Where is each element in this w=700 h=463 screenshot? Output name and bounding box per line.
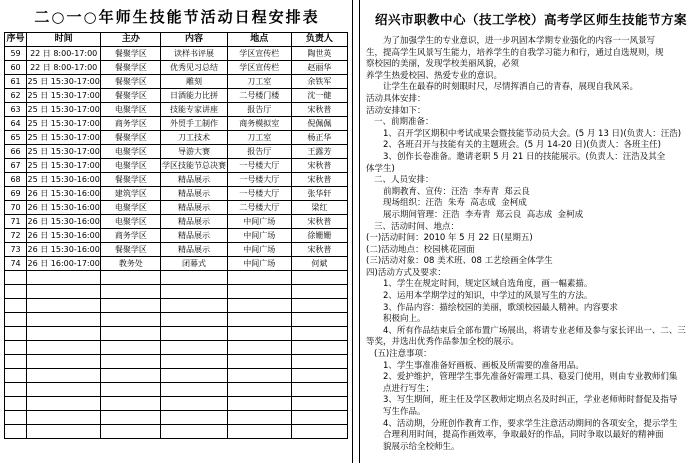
- plan-paragraph: 前期教育、宣传：汪浩 李寿青 郑云良: [383, 186, 530, 197]
- plan-paragraph: 2、运用本学期学过的知识，中学过的风景写生的方法。: [383, 291, 593, 302]
- table-row-empty: [5, 285, 348, 299]
- table-cell-host: 商务学区: [101, 117, 161, 131]
- table-row-empty: [5, 327, 348, 341]
- table-cell-time: 22 日 8:00-17:00: [27, 61, 101, 75]
- table-row-empty: [5, 397, 348, 411]
- table-cell-no: 69: [5, 187, 27, 201]
- table-cell-host: 电聚学区: [101, 103, 161, 117]
- plan-paragraph: 为了加强学生的专业意识，进一步巩固本学期专业强化的内容一一风景写: [383, 36, 656, 46]
- table-cell-host: 餐聚学区: [101, 47, 161, 61]
- plan-pane: [360, 0, 700, 463]
- table-cell-empty: [227, 383, 291, 397]
- plan-paragraph: 现场组织：汪浩 朱寿 高志成 金柯成: [383, 198, 527, 209]
- table-cell-time: 25 日 15:30-17:00: [27, 117, 101, 131]
- table-cell-empty: [227, 285, 291, 299]
- table-cell-person: 何斌: [291, 257, 347, 271]
- table-cell-empty: [291, 285, 347, 299]
- table-cell-empty: [101, 341, 161, 355]
- table-cell-host: 电聚学区: [101, 159, 161, 173]
- plan-paragraph: 活动具体安排：: [366, 93, 426, 104]
- table-cell-empty: [101, 313, 161, 327]
- plan-paragraph: 合理利用时间，提高作画效率，争取最好的作品，同时争取以最好的精神面: [383, 430, 664, 441]
- table-cell-time: 26 日 15:30-16:00: [27, 187, 101, 201]
- table-cell-empty: [101, 369, 161, 383]
- table-cell-empty: [161, 313, 227, 327]
- table-cell-empty: [5, 271, 27, 285]
- table-cell-time: 26 日 15:30-16:00: [27, 215, 101, 229]
- table-row: [5, 131, 348, 145]
- table-cell-empty: [27, 425, 101, 439]
- table-cell-place: 一号楼大厅: [227, 173, 291, 187]
- table-cell-content: 雕刻: [161, 75, 227, 89]
- table-cell-no: 66: [5, 145, 27, 159]
- table-cell-empty: [5, 397, 27, 411]
- table-cell-empty: [101, 355, 161, 369]
- plan-paragraph: 1、召开学区期积中考试成果会暨技能节动员大会。(5 月 13 日)(负责人：汪浩): [383, 128, 682, 139]
- table-cell-host: 餐聚学区: [101, 75, 161, 89]
- table-row-empty: [5, 383, 348, 397]
- table-cell-person: 梁红: [291, 201, 347, 215]
- table-cell-host: 商务学区: [101, 229, 161, 243]
- table-row: [5, 145, 348, 159]
- table-cell-no: 73: [5, 243, 27, 257]
- table-cell-host: 餐聚学区: [101, 243, 161, 257]
- plan-title: 绍兴市职教中心（技工学校）高考学区师生技能节方案: [374, 12, 687, 27]
- table-cell-person: 宋秋普: [291, 159, 347, 173]
- table-cell-empty: [227, 425, 291, 439]
- table-cell-content: 技能专家讲座: [161, 103, 227, 117]
- table-cell-time: 25 日 15:30-17:00: [27, 103, 101, 117]
- table-cell-host: 电聚学区: [101, 215, 161, 229]
- table-row: [5, 187, 348, 201]
- plan-paragraph: 3、创作长卷准备。邀请老职 5 月 21 日的技能展示。(负责人：汪浩及其全: [383, 151, 666, 162]
- table-cell-place: 刀工室: [227, 131, 291, 145]
- table-cell-empty: [27, 271, 101, 285]
- table-cell-person: 宋秋普: [291, 103, 347, 117]
- column-header-time: 时间: [27, 33, 101, 47]
- table-cell-content: 日酒能力比拼: [161, 89, 227, 103]
- table-cell-host: 电聚学区: [101, 201, 161, 215]
- table-cell-no: 71: [5, 215, 27, 229]
- table-cell-person: 宋秋普: [291, 215, 347, 229]
- table-cell-no: 68: [5, 173, 27, 187]
- table-cell-empty: [5, 285, 27, 299]
- table-cell-empty: [27, 355, 101, 369]
- table-cell-time: 25 日 15:30-17:00: [27, 131, 101, 145]
- table-cell-empty: [101, 299, 161, 313]
- table-row: [5, 47, 348, 61]
- table-cell-place: 二号楼大厅: [227, 201, 291, 215]
- page-divider: [352, 0, 360, 463]
- plan-paragraph: 3、写生期间，班主任及学区教师定期点名及时纠正，学业老师师时督促及指导: [383, 395, 678, 406]
- table-row-empty: [5, 313, 348, 327]
- table-cell-empty: [161, 299, 227, 313]
- table-cell-person: 宋秋普: [291, 173, 347, 187]
- table-row-empty: [5, 355, 348, 369]
- table-row: [5, 75, 348, 89]
- plan-paragraph: 一、前期准备：: [374, 117, 434, 128]
- table-cell-empty: [27, 397, 101, 411]
- plan-paragraph: (五)注意事项：: [374, 349, 432, 360]
- table-cell-no: 60: [5, 61, 27, 75]
- table-cell-empty: [291, 369, 347, 383]
- table-cell-content: 精品展示: [161, 201, 227, 215]
- table-cell-content: 精品展示: [161, 243, 227, 257]
- table-row-empty: [5, 299, 348, 313]
- table-row: [5, 173, 348, 187]
- plan-paragraph: 1、学生事准准备好画板、画板及所需要的准备用品。: [383, 360, 584, 371]
- table-cell-empty: [291, 313, 347, 327]
- table-cell-empty: [101, 411, 161, 425]
- table-cell-empty: [161, 383, 227, 397]
- table-cell-time: 25 日 15:30-17:00: [27, 145, 101, 159]
- table-cell-no: 67: [5, 159, 27, 173]
- plan-paragraph: 展示期间管理：汪浩 李寿青 郑云良 高志成 金柯成: [383, 209, 584, 220]
- plan-paragraph: 写生作品。: [383, 407, 426, 417]
- table-cell-empty: [227, 355, 291, 369]
- table-cell-time: 26 日 15:30-16:00: [27, 243, 101, 257]
- table-cell-person: 赵丽华: [291, 61, 347, 75]
- table-row-empty: [5, 369, 348, 383]
- table-cell-host: 餐聚学区: [101, 173, 161, 187]
- table-cell-content: 精品展示: [161, 187, 227, 201]
- table-cell-place: 学区宣传栏: [227, 47, 291, 61]
- plan-paragraph: (一)活动时间：2010 年 5 月 22 日(星期五): [366, 233, 533, 244]
- table-cell-place: 一号楼大厅: [227, 159, 291, 173]
- table-cell-content: 读样书评展: [161, 47, 227, 61]
- table-cell-host: 餐聚学区: [101, 131, 161, 145]
- column-header-host: 主办: [101, 33, 161, 47]
- table-row: [5, 201, 348, 215]
- plan-paragraph: (三)活动对象：08 美术班、08 工艺绘画全体学生: [366, 256, 553, 267]
- table-cell-empty: [101, 285, 161, 299]
- table-cell-empty: [5, 341, 27, 355]
- plan-body: [366, 36, 696, 453]
- table-cell-no: 64: [5, 117, 27, 131]
- table-cell-empty: [27, 383, 101, 397]
- table-row: [5, 215, 348, 229]
- table-cell-host: 电聚学区: [101, 145, 161, 159]
- table-cell-empty: [5, 355, 27, 369]
- plan-paragraph: 体学生): [366, 163, 395, 174]
- table-cell-empty: [5, 369, 27, 383]
- table-cell-content: 刀工技术: [161, 131, 227, 145]
- table-cell-no: 65: [5, 131, 27, 145]
- table-cell-place: 商务模拟室: [227, 117, 291, 131]
- table-cell-content: 外贸手工制作: [161, 117, 227, 131]
- table-cell-empty: [227, 313, 291, 327]
- table-cell-empty: [161, 355, 227, 369]
- table-cell-place: 报告厅: [227, 103, 291, 117]
- plan-paragraph: 生，提高学生风景写生能力，培养学生的自我学习能力和行，通过自选规则，规: [366, 47, 664, 58]
- table-cell-empty: [161, 397, 227, 411]
- table-cell-empty: [5, 299, 27, 313]
- table-cell-empty: [227, 369, 291, 383]
- table-row: [5, 117, 348, 131]
- plan-paragraph: 二、人员安排：: [374, 175, 434, 186]
- table-cell-empty: [101, 425, 161, 439]
- plan-paragraph: 4、所有作品结束后全部布置广场展出，将请专业老师及参与家长评出一、二、三: [383, 325, 686, 336]
- table-header-row: [5, 33, 348, 47]
- plan-paragraph: 养学生热爱校园、热爱专业的意识。: [366, 70, 503, 81]
- table-cell-empty: [27, 313, 101, 327]
- schedule-title: 二○一○年师生技能节活动日程安排表: [34, 8, 320, 26]
- plan-paragraph: 2、爱护维护，管理学生事先准备好需理工具、稳妥门使用，则由专业教师们集: [383, 372, 678, 383]
- table-cell-person: 徐姗姗: [291, 229, 347, 243]
- table-cell-content: 学区技能节总决赛: [161, 159, 227, 173]
- plan-paragraph: 等奖，并选出优秀作品参加全校的展示。: [366, 337, 520, 348]
- column-header-no: 序号: [5, 33, 27, 47]
- table-cell-no: 61: [5, 75, 27, 89]
- plan-paragraph: 四)活动方式及要求：: [366, 267, 446, 278]
- table-row: [5, 257, 348, 271]
- table-row: [5, 89, 348, 103]
- table-cell-person: 余铁军: [291, 75, 347, 89]
- plan-paragraph: 貌展示给全校师生。: [383, 441, 460, 452]
- plan-paragraph: 让学生在最春的时刻眼时尺，尽情挥洒自己的青春，展现自我风采。: [383, 82, 639, 93]
- column-header-person: 负责人: [291, 33, 347, 47]
- table-cell-person: 杨正华: [291, 131, 347, 145]
- table-cell-place: 学区宣传栏: [227, 61, 291, 75]
- table-cell-empty: [291, 383, 347, 397]
- table-cell-empty: [291, 355, 347, 369]
- table-row: [5, 243, 348, 257]
- table-row-empty: [5, 271, 348, 285]
- table-cell-place: 中间广场: [227, 243, 291, 257]
- table-cell-time: 25 日 15:30-16:00: [27, 173, 101, 187]
- table-row-empty: [5, 411, 348, 425]
- table-cell-empty: [5, 327, 27, 341]
- plan-paragraph: 察校园的美丽，发现学校美丽风貌，必须: [366, 59, 520, 70]
- table-cell-empty: [101, 383, 161, 397]
- table-cell-empty: [161, 411, 227, 425]
- table-cell-person: 王露芳: [291, 145, 347, 159]
- table-cell-place: 中间广场: [227, 215, 291, 229]
- table-row-empty: [5, 341, 348, 355]
- table-cell-place: 中间广场: [227, 257, 291, 271]
- table-cell-empty: [227, 341, 291, 355]
- table-cell-no: 72: [5, 229, 27, 243]
- table-cell-empty: [227, 327, 291, 341]
- table-cell-place: 二号楼门楼: [227, 89, 291, 103]
- table-cell-content: 优秀见习总结: [161, 61, 227, 75]
- table-cell-no: 74: [5, 257, 27, 271]
- table-row: [5, 229, 348, 243]
- table-row: [5, 61, 348, 75]
- plan-paragraph: 积极向上。: [383, 314, 426, 325]
- table-cell-no: 63: [5, 103, 27, 117]
- plan-paragraph: 1、学生在规定时间，规定区域自选角度，画一幅素描。: [383, 279, 593, 290]
- plan-paragraph: 4、活动期，分班创作教育工作，要求学生注意活动期间的各项安全，提示学生: [383, 418, 678, 429]
- table-cell-host: 餐聚学区: [101, 89, 161, 103]
- table-cell-empty: [291, 411, 347, 425]
- table-cell-content: 精品展示: [161, 173, 227, 187]
- table-cell-no: 62: [5, 89, 27, 103]
- table-cell-empty: [227, 271, 291, 285]
- table-cell-content: 精品展示: [161, 215, 227, 229]
- column-header-content: 内容: [161, 33, 227, 47]
- table-cell-no: 59: [5, 47, 27, 61]
- table-cell-person: 倪佩佩: [291, 117, 347, 131]
- table-cell-empty: [5, 383, 27, 397]
- table-cell-person: 陶世英: [291, 47, 347, 61]
- table-cell-empty: [291, 397, 347, 411]
- table-cell-empty: [5, 313, 27, 327]
- table-cell-person: 张华轩: [291, 187, 347, 201]
- table-cell-empty: [27, 369, 101, 383]
- table-row-empty: [5, 425, 348, 439]
- table-cell-empty: [27, 411, 101, 425]
- schedule-table: [4, 32, 348, 439]
- table-cell-empty: [27, 341, 101, 355]
- table-row: [5, 159, 348, 173]
- table-cell-empty: [161, 285, 227, 299]
- table-cell-place: 一号楼大厅: [227, 187, 291, 201]
- table-cell-empty: [161, 327, 227, 341]
- table-cell-empty: [101, 397, 161, 411]
- table-cell-no: 70: [5, 201, 27, 215]
- table-cell-empty: [161, 341, 227, 355]
- plan-paragraph: (二)活动地点：校园桃花园面: [366, 244, 475, 255]
- table-cell-content: 闭幕式: [161, 257, 227, 271]
- table-cell-place: 中间广场: [227, 229, 291, 243]
- table-cell-empty: [161, 369, 227, 383]
- plan-paragraph: 点进行写生；: [383, 383, 435, 394]
- table-cell-time: 26 日 15:30-16:00: [27, 229, 101, 243]
- table-cell-empty: [101, 271, 161, 285]
- table-cell-time: 25 日 15:30-17:00: [27, 75, 101, 89]
- plan-paragraph: 3、作品内容：描绘校园的美丽，歌颂校园最人精神。内容要求: [383, 302, 618, 313]
- table-cell-empty: [227, 299, 291, 313]
- table-cell-time: 25 日 15:30-17:00: [27, 89, 101, 103]
- table-cell-empty: [161, 271, 227, 285]
- column-header-place: 地点: [227, 33, 291, 47]
- table-cell-person: 沈一健: [291, 89, 347, 103]
- table-cell-empty: [291, 299, 347, 313]
- plan-paragraph: 活动安排如下：: [366, 105, 426, 116]
- table-cell-empty: [291, 327, 347, 341]
- table-cell-empty: [291, 341, 347, 355]
- table-cell-empty: [227, 411, 291, 425]
- table-cell-time: 26 日 16:00-17:00: [27, 257, 101, 271]
- table-cell-host: 建筑学区: [101, 187, 161, 201]
- table-cell-host: 餐聚学区: [101, 61, 161, 75]
- table-cell-time: 25 日 15:30-17:00: [27, 159, 101, 173]
- table-cell-empty: [291, 425, 347, 439]
- table-cell-empty: [101, 327, 161, 341]
- table-cell-empty: [27, 299, 101, 313]
- table-row: [5, 103, 348, 117]
- table-cell-place: 刀工室: [227, 75, 291, 89]
- table-cell-empty: [227, 397, 291, 411]
- table-cell-host: 教务处: [101, 257, 161, 271]
- table-cell-place: 报告厅: [227, 145, 291, 159]
- plan-paragraph: 三、活动时间、地点：: [374, 221, 460, 232]
- table-cell-content: 导游大赛: [161, 145, 227, 159]
- table-cell-empty: [27, 285, 101, 299]
- table-cell-empty: [5, 411, 27, 425]
- table-cell-empty: [291, 271, 347, 285]
- table-cell-empty: [27, 327, 101, 341]
- table-cell-content: 精品展示: [161, 229, 227, 243]
- table-cell-person: 宋秋普: [291, 243, 347, 257]
- plan-paragraph: 2、各班召开与技能有关的主题班会。(5 月 14-20 日)(负责人：各班主任): [383, 140, 661, 151]
- table-cell-empty: [5, 425, 27, 439]
- table-cell-time: 22 日 8:00-17:00: [27, 47, 101, 61]
- table-cell-time: 26 日 15:30-16:00: [27, 201, 101, 215]
- table-cell-empty: [161, 425, 227, 439]
